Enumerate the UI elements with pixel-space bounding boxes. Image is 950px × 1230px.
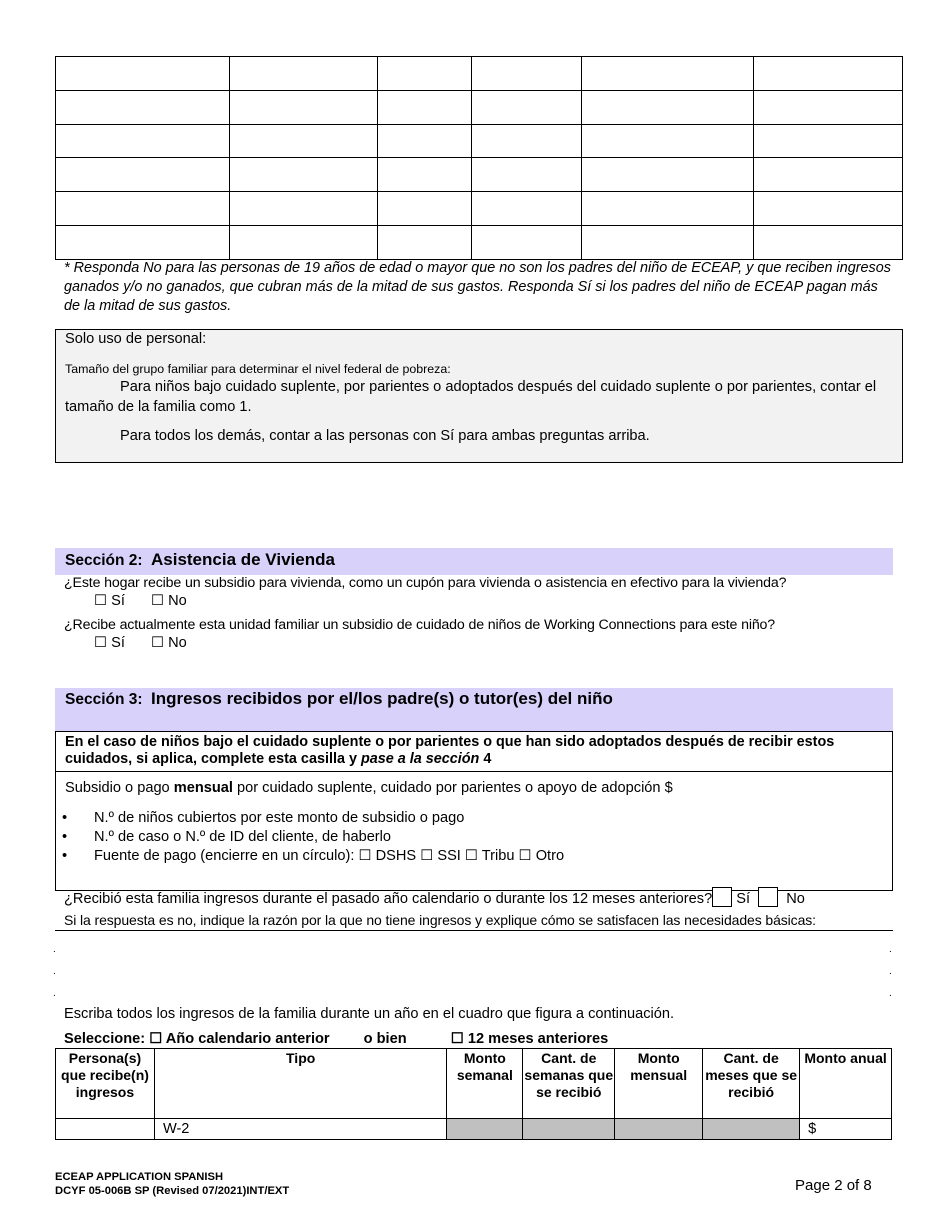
- section-2-title: Asistencia de Vivienda: [150, 550, 335, 569]
- footnote: * Responda No para las personas de 19 años de edad o mayor que no son los padres del niño de ECEAP, y que reciben ingresos ganados y/o no ganados, que cubran más de la mitad de sus gastos. Responda Sí si los padres del niño de ECEAP pagan más de la mitad de sus gastos.: [64, 260, 891, 314]
- dot-mark: .: [889, 966, 892, 977]
- dot-mark: .: [889, 944, 892, 955]
- payment-source-item[interactable]: • Fuente de pago (encierre en un círculo): ☐ DSHS ☐ SSI ☐ Tribu ☐ Otro: [56, 847, 892, 866]
- page-number: Page 2 of 8: [795, 1177, 872, 1194]
- wccc-question: ¿Recibe actualmente esta unidad familiar un subsidio de cuidado de niños de Working Connections para este niño?: [64, 617, 776, 633]
- no-income-reason-label: Si la respuesta es no, indique la razón por la que no tiene ingresos y explique cómo se satisfacen las necesidades básicas:: [64, 912, 816, 928]
- section-3-header: [55, 688, 893, 731]
- column-header: Monto semanal: [447, 1049, 523, 1119]
- annual-amount-cell[interactable]: $: [800, 1119, 892, 1140]
- divider: [55, 930, 893, 931]
- income-yes-checkbox[interactable]: [712, 887, 732, 907]
- staff-title: Solo uso de personal:: [65, 331, 207, 347]
- dot-mark: .: [53, 988, 56, 999]
- column-header: Monto anual: [800, 1049, 892, 1119]
- weeks-count-cell: [523, 1119, 615, 1140]
- foster-care-box: [55, 731, 893, 891]
- housing-no-checkbox[interactable]: ☐ No: [151, 593, 187, 609]
- column-header: Cant. de meses que se recibió: [703, 1049, 800, 1119]
- period-selector: Seleccione: ☐ Año calendario anterior o bien ☐ 12 meses anteriores: [64, 1031, 609, 1047]
- table-row: [56, 192, 903, 226]
- case-id-item[interactable]: • N.º de caso o N.º de ID del cliente, de haberlo: [56, 828, 892, 847]
- income-no-checkbox[interactable]: [758, 887, 778, 907]
- subsidy-amount-line[interactable]: Subsidio o pago mensual por cuidado suplente, cuidado por parientes o apoyo de adopción $: [65, 780, 673, 796]
- housing-yes-checkbox[interactable]: ☐ Sí: [94, 593, 125, 609]
- monthly-amount-cell: [615, 1119, 703, 1140]
- staff-subtitle: Tamaño del grupo familiar para determinar el nivel federal de pobreza:: [65, 362, 451, 376]
- section-3-title: Ingresos recibidos por el/los padre(s) o tutor(es) del niño: [150, 689, 613, 708]
- wccc-no-checkbox[interactable]: ☐ No: [151, 635, 187, 651]
- foster-care-list: [56, 809, 892, 866]
- staff-use-box: [55, 329, 903, 463]
- table-row: [56, 1119, 892, 1140]
- section-2-header: [55, 548, 893, 575]
- previous-calendar-year-checkbox[interactable]: ☐ Año calendario anterior: [149, 1031, 330, 1047]
- column-header: Persona(s) que recibe(n) ingresos: [56, 1049, 155, 1119]
- staff-para-1: Para niños bajo cuidado suplente, por parientes o adoptados después del cuidado suplente o por parientes, contar el tamaño de la familia como 1.: [65, 379, 877, 415]
- table-row: [56, 90, 903, 124]
- foster-care-instructions: En el caso de niños bajo el cuidado suplente o por parientes o que han sido adoptados después de recibir estos cuidados, si aplica, complete esta casilla y pase a la sección 4: [56, 732, 892, 772]
- table-row: [56, 124, 903, 158]
- column-header: Cant. de semanas que se recibió: [523, 1049, 615, 1119]
- dot-mark: .: [889, 988, 892, 999]
- table-row: [56, 57, 903, 91]
- column-header: Monto mensual: [615, 1049, 703, 1119]
- form-title: ECEAP APPLICATION SPANISH: [55, 1171, 224, 1183]
- form-id: [55, 1170, 289, 1198]
- write-all-income-instructions: Escriba todos los ingresos de la familia durante un año en el cuadro que figura a continuación.: [64, 1006, 675, 1022]
- housing-question: ¿Este hogar recibe un subsidio para vivienda, como un cupón para vivienda o asistencia en efectivo para la vivienda?: [64, 575, 787, 591]
- column-header: Tipo: [154, 1049, 446, 1119]
- table-row: [56, 158, 903, 192]
- weekly-amount-cell: [447, 1119, 523, 1140]
- income-question: ¿Recibió esta familia ingresos durante el pasado año calendario o durante los 12 meses anteriores? Sí No: [64, 887, 805, 907]
- household-members-table: [55, 56, 903, 260]
- staff-para-2: Para todos los demás, contar a las personas con Sí para ambas preguntas arriba.: [120, 428, 650, 444]
- table-row: [56, 225, 903, 259]
- months-count-cell: [703, 1119, 800, 1140]
- children-covered-item[interactable]: • N.º de niños cubiertos por este monto de subsidio o pago: [56, 809, 892, 828]
- section-2-number: Sección 2:: [65, 552, 143, 569]
- housing-options: [94, 592, 209, 609]
- income-table: [55, 1048, 892, 1140]
- dot-mark: .: [53, 966, 56, 977]
- wccc-yes-checkbox[interactable]: ☐ Sí: [94, 635, 125, 651]
- form-revision: DCYF 05-006B SP (Revised 07/2021)INT/EXT: [55, 1185, 290, 1197]
- type-cell: W-2: [154, 1119, 446, 1140]
- section-3-number: Sección 3:: [65, 691, 143, 708]
- previous-12-months-checkbox[interactable]: ☐ 12 meses anteriores: [450, 1031, 609, 1047]
- wccc-options: [94, 634, 209, 651]
- person-cell[interactable]: [56, 1119, 155, 1140]
- dot-mark: .: [53, 944, 56, 955]
- table-header-row: [56, 1049, 892, 1119]
